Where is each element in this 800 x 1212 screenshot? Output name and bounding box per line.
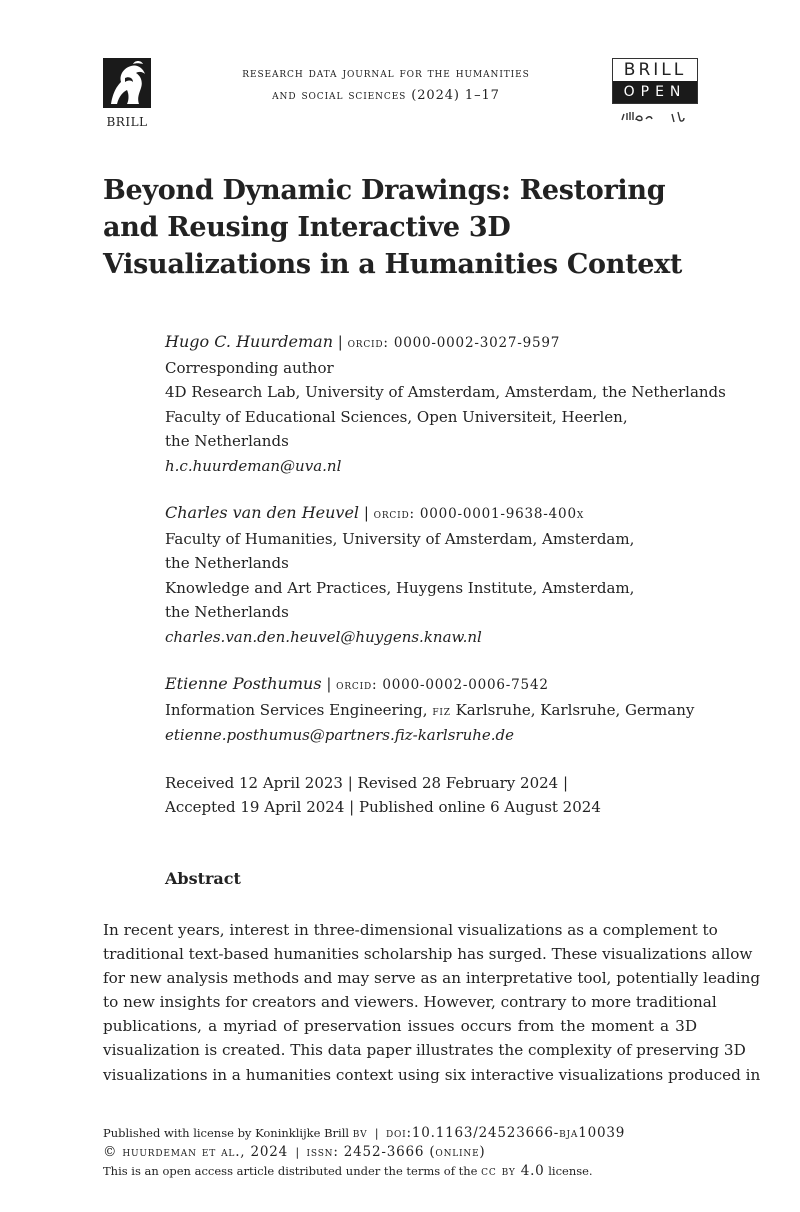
affiliation-line: the Netherlands [165,432,289,450]
abstract-line: visualizations in a humanities context using six interactive visualizations produced in [103,1065,761,1084]
dates-line-2: Accepted 19 April 2024 | Published online 6 August 2024 [165,798,601,816]
brill-open-top: BRILL [623,60,687,80]
open-access-line: This is an open access article distributed under the terms of the cc by 4.0 license. [103,1163,593,1179]
license-line: Published with license by Koninklijke Brill bv | doi:10.1163/24523666-bja10039 [103,1125,626,1141]
abstract-line: In recent years, interest in three-dimensional visualizations as a complement to [103,921,718,939]
cc-license-link[interactable]: cc by 4.0 [481,1163,545,1179]
orcid-label: orcid [347,335,384,351]
journal-line-1: research data journal for the humanities [242,66,530,81]
abstract-line: traditional text-based humanities scholarship has surged. These visualizations allow [103,945,753,964]
orcid-id: : 0000-0002-3027-9597 [383,335,561,351]
publication-dates [165,771,725,820]
author-block: Etienne Posthumus | orcid: 0000-0002-0006-7542 Information Services Engineering, fiz Karlsruhe, Karlsruhe, Germany etienne.posthumus@partners.fiz-karlsruhe.de [165,672,725,748]
author-name: Etienne Posthumus [165,674,322,693]
journal-line-2: and social sciences (2024) 1–17 [272,88,500,103]
orcid-id: : 0000-0002-0006-7542 [371,677,549,693]
abstract-line: publications, a myriad of preservation issues occurs from the moment a 3D [103,1017,697,1036]
author-name: Hugo C. Huurdeman [165,332,333,351]
author-list [165,330,725,820]
page-footer [103,1124,703,1181]
affiliation-line: the Netherlands [165,554,289,572]
affiliation-line: Corresponding author [165,358,334,377]
brill-open-bottom: OPEN [613,81,697,103]
abstract-heading: Abstract [165,869,241,888]
affiliation-line: Information Services Engineering, fiz Karlsruhe, Karlsruhe, Germany [165,700,695,719]
author-email-link[interactable]: charles.van.den.heuvel@huygens.knaw.nl [165,627,482,646]
abstract-text [103,918,761,1087]
open-access-mark-icon [618,106,692,126]
orcid-id: : 0000-0001-9638-400x [409,506,585,522]
affiliation-line: Knowledge and Art Practices, Huygens Institute, Amsterdam, [165,578,635,597]
article-title: Beyond Dynamic Drawings: Restoring and Reusing Interactive 3D Visualizations in a Humanities Context [103,175,683,280]
author-email-link[interactable]: etienne.posthumus@partners.fiz-karlsruhe.de [165,726,515,744]
author-name: Charles van den Heuvel [165,503,360,522]
affiliation-line: 4D Research Lab, University of Amsterdam, Amsterdam, the Netherlands [165,383,726,401]
copyright-line: © huurdeman et al., 2024 | issn: 2452-3666 (online) [103,1144,486,1160]
dates-line-1: Received 12 April 2023 | Revised 28 February 2024 | [165,773,569,792]
affiliation-line: Faculty of Humanities, University of Amsterdam, Amsterdam, [165,529,635,548]
brill-open-logo [612,58,698,104]
brill-logo-icon [103,58,151,108]
abstract-line: to new insights for creators and viewers. However, contrary to more traditional [103,993,717,1012]
author-block: Hugo C. Huurdeman | orcid: 0000-0002-3027-9597 Corresponding author 4D Research Lab, University of Amsterdam, Amsterdam, the Netherlands Faculty of Educational Sciences, Open Universiteit, Heerlen, the Netherlands h.c.huurdeman@uva.nl [165,330,725,478]
journal-header [190,63,582,107]
author-block: Charles van den Heuvel | orcid: 0000-0001-9638-400x Faculty of Humanities, University of Amsterdam, Amsterdam, the Netherlands Knowledge and Art Practices, Huygens Institute, Amsterdam, the Netherlands charles.van.den.heuvel@huygens.knaw.nl [165,501,725,649]
brill-logo [103,58,151,108]
affiliation-line: the Netherlands [165,603,289,621]
orcid-label: orcid [336,677,372,693]
abstract-line: for new analysis methods and may serve as an interpretative tool, potentially leading [103,969,761,988]
author-email-link[interactable]: h.c.huurdeman@uva.nl [165,456,342,475]
doi-link[interactable]: doi:10.1163/24523666-bja10039 [385,1125,626,1141]
affiliation-line: Faculty of Educational Sciences, Open Universiteit, Heerlen, [165,407,628,426]
publisher-label: BRILL [106,115,148,129]
abstract-line: visualization is created. This data paper illustrates the complexity of preserving 3D [103,1041,746,1060]
orcid-label: orcid [373,506,410,522]
